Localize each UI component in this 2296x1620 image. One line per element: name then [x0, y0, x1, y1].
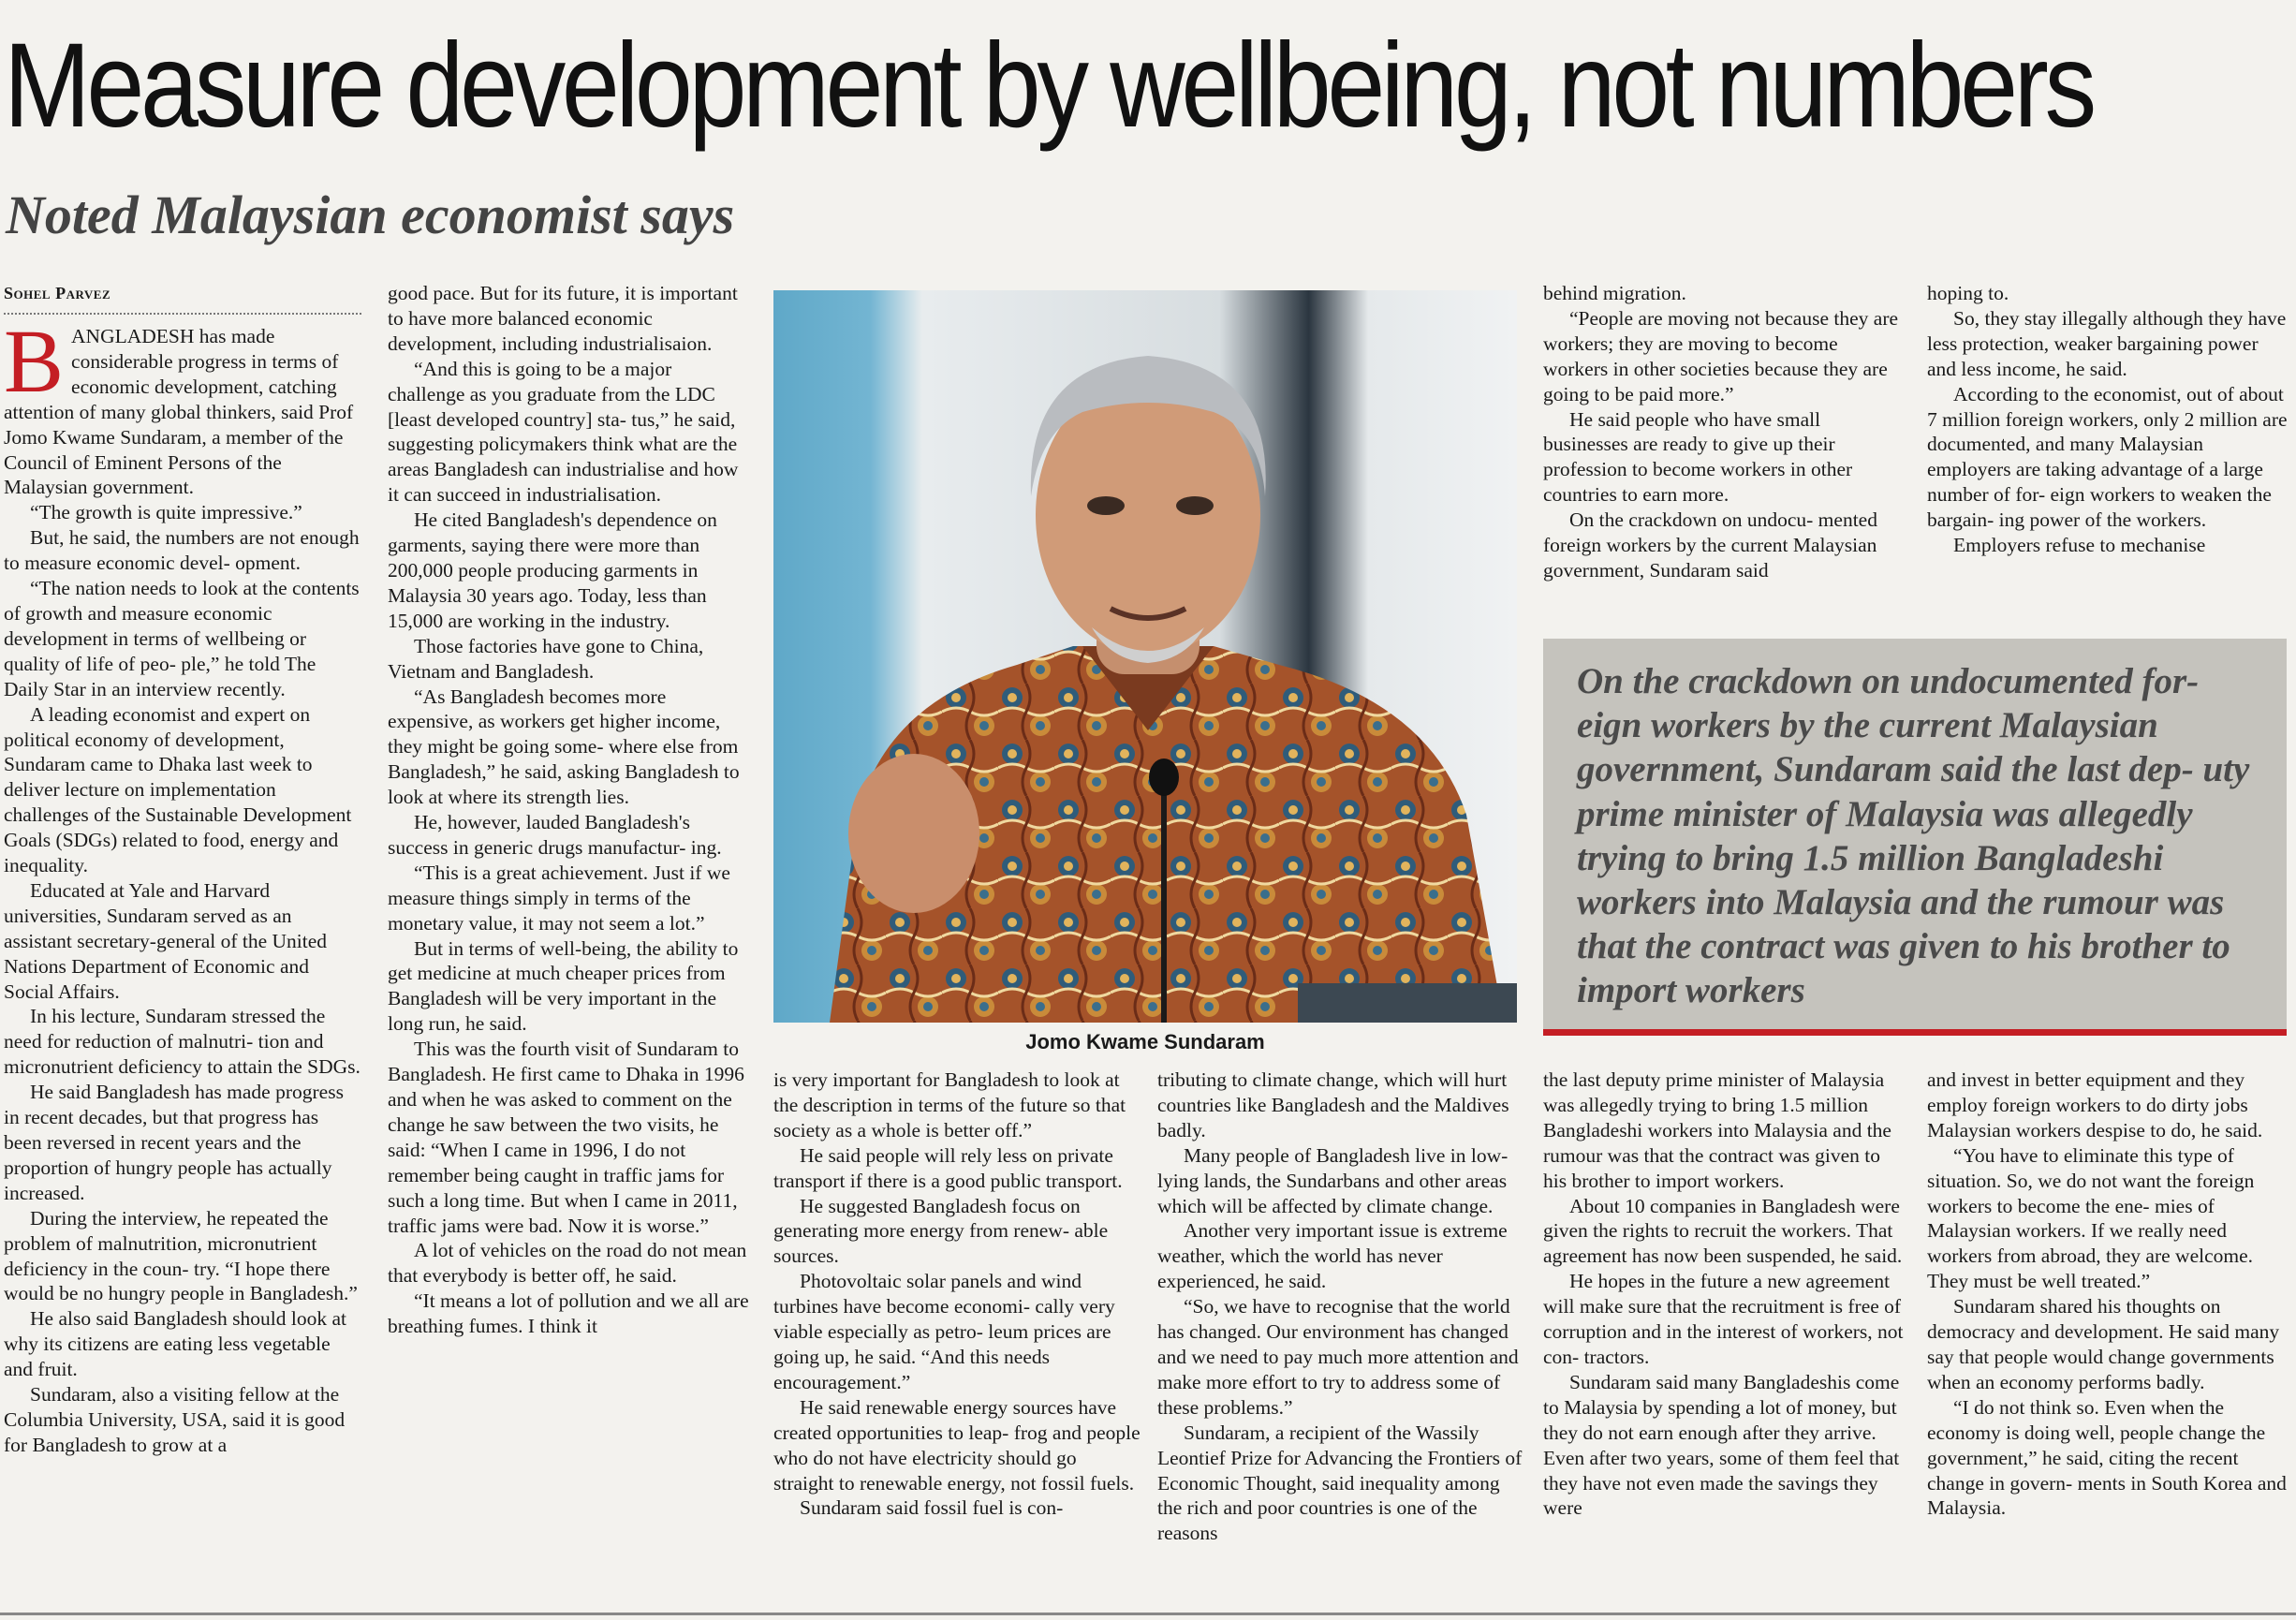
article-paragraph: “And this is going to be a major challenge as you graduate from the LDC [least developed country] sta- tus,” he said, suggesting policymakers think what are the areas Bangladesh can industrialise and how it can succeed in industrialisation. [388, 357, 739, 507]
article-paragraph: A lot of vehicles on the road do not mean that everybody is better off, he said. [388, 1239, 747, 1288]
article-column-1 [4, 281, 361, 1458]
article-paragraph: tributing to climate change, which will hurt countries like Bangladesh and the Maldives badly. [1157, 1068, 1509, 1141]
article-paragraph: Another very important issue is extreme weather, which the world has never experienced, he said. [1157, 1219, 1508, 1293]
article-paragraph: “This is a great achievement. Just if we measure things simply in terms of the monetary value, it may not seem a lot.” [388, 861, 730, 935]
article-paragraph: Sundaram said many Bangladeshis come to Malaysia by spending a lot of money, but they do not earn enough after they arrive. Even after two years, some of them feel that they have not even made the savings they were [1543, 1370, 1900, 1520]
article-paragraph: Employers refuse to mechanise [1953, 534, 2206, 557]
article-paragraph: A leading economist and expert on political economy of development, Sundaram came to Dhaka last week to deliver lecture on implementation challenges of the Sustainable Development Goals (SDGs) related to food, energy and inequality. [4, 702, 352, 877]
article-paragraph: BANGLADESH has made considerable progress in terms of economic development, catching attention of many global thinkers, said Prof Jomo Kwame Sundaram, a member of the Council of Eminent Persons of the Malaysian government. [4, 311, 354, 499]
article-paragraph: He said people will rely less on private transport if there is a good public transport. [773, 1143, 1123, 1192]
bottom-rule [0, 1613, 2296, 1615]
article-paragraph: hoping to. [1927, 282, 2009, 304]
article-paragraph: Sundaram, a recipient of the Wassily Leontief Prize for Advancing the Frontiers of Economic Thought, said inequality among the rich and poor countries is one of the reasons [1157, 1421, 1523, 1545]
article-paragraph: This was the fourth visit of Sundaram to Bangladesh. He first came to Dhaka in 1996 and when he was asked to comment on the change he saw between the two visits, he said: “When I came in 1996, I do not remember being caught in traffic jams for such a long time. But when I came in 2011, traffic jams were bad. Now it is worse.” [388, 1038, 744, 1237]
article-paragraph: He said Bangladesh has made progress in recent decades, but that progress has been reversed in recent years and the proportion of hungry people has actually increased. [4, 1081, 344, 1204]
pull-quote: On the crackdown on undocumented for- eign workers by the current Malaysian government, Sundaram said the last dep- uty prime minister of Malaysia was allegedly trying to bring 1.5 million Bangladeshi workers into Malaysia and the rumour was that the contract was given to his brother to import workers [1543, 639, 2287, 1036]
article-paragraph: “It means a lot of pollution and we all are breathing fumes. I think it [388, 1289, 749, 1338]
subheadline: Noted Malaysian economist says [6, 184, 735, 245]
article-paragraph: On the crackdown on undocu- mented foreign workers by the current Malaysian government, Sundaram said [1543, 508, 1877, 582]
article-column-6-bottom [1927, 1068, 2290, 1521]
article-paragraph: good pace. But for its future, it is important to have more balanced economic development, including industrialisaion. [388, 282, 738, 355]
article-paragraph: He said renewable energy sources have created opportunities to leap- frog and people who do not have electricity should go straight to renewable energy, not fossil fuels. [773, 1395, 1141, 1495]
article-paragraph: “So, we have to recognise that the world has changed. Our environment has changed and we need to pay much more attention and make more effort to try to address some of these problems.” [1157, 1295, 1519, 1419]
byline: Sohel Parvez [4, 281, 361, 315]
article-paragraph: About 10 companies in Bangladesh were given the rights to recruit the workers. That agreement has now been suspended, he said. [1543, 1194, 1903, 1268]
article-paragraph: Sundaram shared his thoughts on democracy and development. He said many say that people would change governments when an economy performs badly. [1927, 1295, 2280, 1393]
article-paragraph: Those factories have gone to China, Vietnam and Bangladesh. [388, 634, 704, 683]
drop-cap: B [4, 311, 65, 411]
article-paragraph: He cited Bangladesh's dependence on garments, saying there were more than 200,000 people producing garments in Malaysia 30 years ago. Today, less than 15,000 are working in the industry. [388, 508, 717, 632]
portrait-photo-icon [773, 290, 1517, 1023]
article-paragraph: Photovoltaic solar panels and wind turbines have become economi- cally very viable especially as petro- leum prices are going up, he said. “And this needs encouragement.” [773, 1270, 1115, 1393]
photo-caption: Jomo Kwame Sundaram [1025, 1030, 1265, 1053]
article-paragraph: Educated at Yale and Harvard universities, Sundaram served as an assistant secretary-general of the United Nations Department of Economic and Social Affairs. [4, 878, 328, 1003]
article-paragraph: and invest in better equipment and they employ foreign workers to do dirty jobs Malaysian workers despise to do, he said. [1927, 1068, 2263, 1141]
article-paragraph: He also said Bangladesh should look at why its citizens are eating less vegetable and fruit. [4, 1307, 346, 1381]
portrait-photo [773, 290, 1517, 1023]
headline: Measure development by wellbeing, not numbers [4, 19, 2093, 153]
article-paragraph: During the interview, he repeated the problem of malnutrition, micronutrient deficiency in the coun- try. “I hope there would be no hungry people in Bangladesh.” [4, 1206, 358, 1305]
article-paragraph: According to the economist, out of about 7 million foreign workers, only 2 million are documented, and many Malaysian employers are taking advantage of a large number of for- eign workers to weaken the bargain- ing power of the workers. [1927, 382, 2288, 532]
article-paragraph: In his lecture, Sundaram stressed the need for reduction of malnutri- tion and micronutrient deficiency to attain the SDGs. [4, 1005, 361, 1079]
article-column-3 [773, 1068, 1141, 1521]
article-paragraph: “People are moving not because they are workers; they are moving to become workers in other societies because they are going to be paid more.” [1543, 306, 1899, 405]
article-paragraph: Many people of Bangladesh live in low-lying lands, the Sundarbans and other areas which will be affected by climate change. [1157, 1143, 1509, 1217]
article-paragraph: He hopes in the future a new agreement will make sure that the recruitment is free of corruption and in the interest of workers, not con- tractors. [1543, 1270, 1904, 1368]
article-paragraph: Sundaram, also a visiting fellow at the Columbia University, USA, said it is good for Bangladesh to grow at a [4, 1383, 346, 1456]
article-paragraph: “The nation needs to look at the contents of growth and measure economic development in terms of wellbeing or quality of life of peo- ple,” he told The Daily Star in an interview recently. [4, 577, 360, 700]
article-column-2 [388, 281, 749, 1339]
article-paragraph: “I do not think so. Even when the economy is doing well, people change the government,” he said, citing the recent change in govern- ments in South Korea and Malaysia. [1927, 1395, 2287, 1520]
article-paragraph: He, however, lauded Bangladesh's success in generic drugs manufactur- ing. [388, 811, 722, 859]
article-paragraph: the last deputy prime minister of Malaysia was allegedly trying to bring 1.5 million Bangladeshi workers into Malaysia and the rumour was that the contract was given to his brother to import workers. [1543, 1068, 1891, 1192]
article-paragraph: “The growth is quite impressive.” [30, 501, 302, 524]
article-paragraph: Sundaram said fossil fuel is con- [800, 1496, 1064, 1520]
article-paragraph: is very important for Bangladesh to look at the description in terms of the future so that society as a whole is better off.” [773, 1068, 1126, 1141]
article-paragraph: “You have to eliminate this type of situation. So, we do not want the foreign workers to become the ene- mies of Malaysian workers. If we really need workers from abroad, they are welcome. They must be well treated.” [1927, 1143, 2255, 1293]
article-column-4 [1157, 1068, 1524, 1546]
article-paragraph: “As Bangladesh becomes more expensive, as workers get higher income, they might be going some- where else from Bangladesh,” he said, asking Bangladesh to look at where its strength lies. [388, 685, 740, 809]
article-column-5-bottom [1543, 1068, 1906, 1521]
article-paragraph: But, he said, the numbers are not enough to measure economic devel- opment. [4, 526, 360, 575]
article-column-6-top [1927, 281, 2290, 558]
article-paragraph: But in terms of well-being, the ability to get medicine at much cheaper prices from Bangladesh will be very important in the long run, he said. [388, 936, 739, 1036]
article-paragraph: So, they stay illegally although they have less protection, weaker bargaining power and less income, he said. [1927, 306, 2287, 380]
article-paragraph: He said people who have small businesses are ready to give up their profession to become workers in other countries to earn more. [1543, 407, 1853, 507]
article-column-5-top [1543, 281, 1906, 583]
article-paragraph: He suggested Bangladesh focus on generating more energy from renew- able sources. [773, 1194, 1109, 1268]
article-paragraph: behind migration. [1543, 282, 1686, 304]
